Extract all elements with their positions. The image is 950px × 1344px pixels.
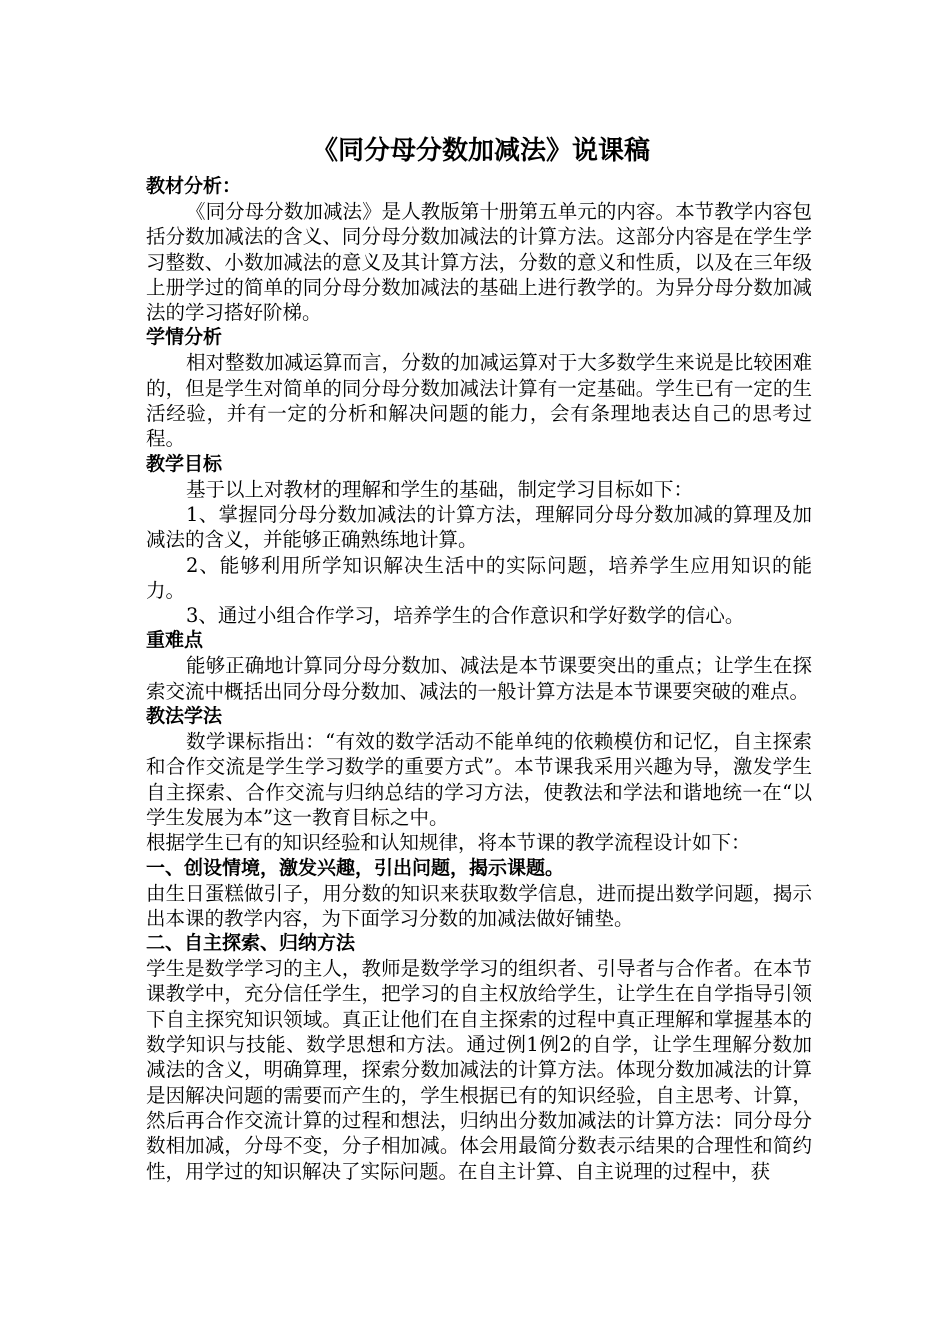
paragraph-flow-intro: 根据学生已有的知识经验和认知规律，将本节课的教学流程设计如下： (146, 831, 751, 855)
goal-item-1: 1、掌握同分母分数加减法的计算方法，理解同分母分数加减的算理及加减法的含义，并能够正确熟练地计算。 (146, 502, 812, 552)
goal-item-3: 3、通过小组合作学习，培养学生的合作意识和学好数学的信心。 (186, 604, 745, 628)
section-heading-key-points: 重难点 (146, 629, 204, 652)
paragraph-students: 相对整数加减运算而言，分数的加减运算对于大多数学生来说是比较困难的，但是学生对简单的同分母分数加减法计算有一定基础。学生已有一定的生活经验，并有一定的分析和解决问题的能力，会有条理地表达自己的思考过程。 (146, 351, 812, 451)
paragraph-methods: 数学课标指出：“有效的数学活动不能单纯的依赖模仿和记忆，自主探索和合作交流是学生学习数学的重要方式”。本节课我采用兴趣为导，激发学生自主探索、合作交流与归纳总结的学习方法，使教法和学法和谐地统一在“以学生发展为本”这一教育目标之中。 (146, 730, 812, 829)
goal-item-2: 2、能够利用所学知识解决生活中的实际问题，培养学生应用知识的能力。 (146, 553, 812, 602)
section-heading-goals: 教学目标 (146, 452, 223, 475)
section-heading-step-2: 二、自主探索、归纳方法 (146, 932, 356, 955)
section-heading-step-1: 一、创设情境，激发兴趣，引出问题，揭示课题。 (146, 856, 565, 879)
document-title: 《同分母分数加减法》说课稿 (311, 136, 650, 166)
section-heading-methods: 教法学法 (146, 705, 223, 728)
paragraph-step-1: 由生日蛋糕做引子，用分数的知识来获取数学信息，进而提出数学问题，揭示出本课的教学内容，为下面学习分数的加减法做好铺垫。 (146, 881, 812, 930)
section-heading-materials: 教材分析： (146, 175, 242, 197)
document-page (146, 134, 812, 1184)
paragraph-goals-intro: 基于以上对教材的理解和学生的基础，制定学习目标如下： (186, 477, 694, 501)
section-heading-students: 学情分析 (146, 326, 223, 349)
paragraph-step-2: 学生是数学学习的主人，教师是数学学习的组织者、引导者与合作者。在本节课教学中，充分信任学生，把学习的自主权放给学生，让学生在自学指导引领下自主探究知识领域。真正让他们在自主探索的过程中真正理解和掌握基本的数学知识与技能、数学思想和方法。通过例1例2的自学，让学生理解分数加减法的含义，明确算理，探索分数加减法的计算方法。体现分数加减法的计算是因解决问题的需要而产生的，学生根据已有的知识经验，自主思考、计算，然后再合作交流计算的过程和想法，归纳出分数加减法的计算方法：同分母分数相加减，分母不变，分子相加减。体会用最简分数表示结果的合理性和简约性，用学过的知识解决了实际问题。在自主计算、自主说理的过程中，获 (146, 957, 812, 1183)
paragraph-materials: 《同分母分数加减法》是人教版第十册第五单元的内容。本节教学内容包括分数加减法的含义、同分母分数加减法的计算方法。这部分内容是在学生学习整数、小数加减法的意义及其计算方法，分数的意义和性质，以及在三年级上册学过的简单的同分母分数加减法的基础上进行教学的。为异分母分数加减法的学习搭好阶梯。 (146, 200, 812, 325)
paragraph-key-points: 能够正确地计算同分母分数加、减法是本节课要突出的重点；让学生在探索交流中概括出同分母分数加、减法的一般计算方法是本节课要突破的难点。 (146, 654, 812, 703)
